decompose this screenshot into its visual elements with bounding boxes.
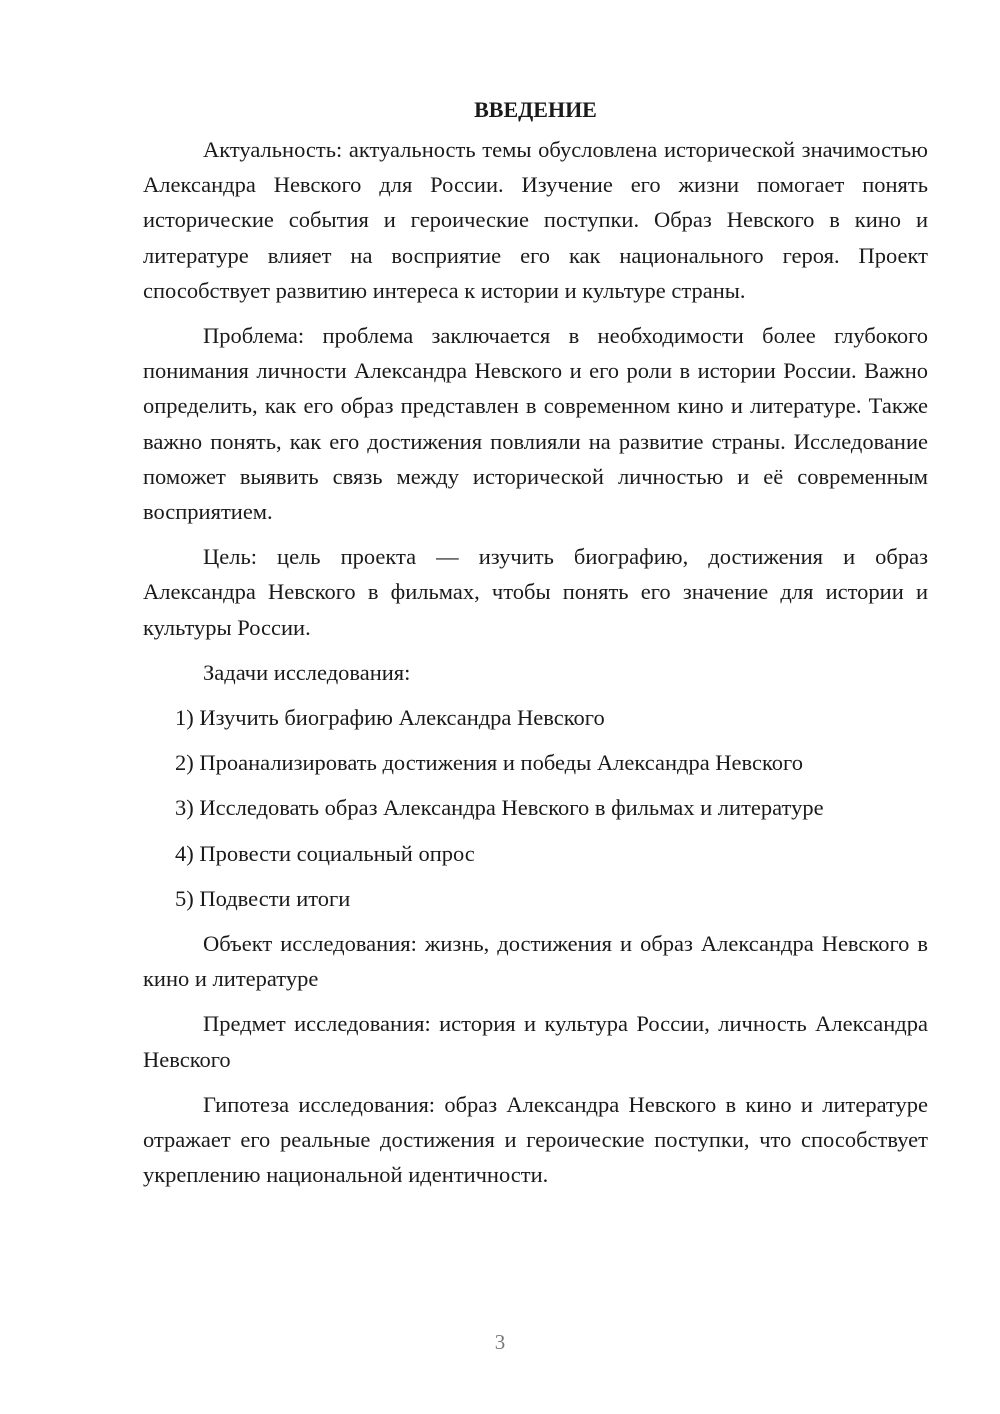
relevance-paragraph: Актуальность: актуальность темы обусловлена исторической значимостью Александра Невского для России. Изучение его жизни помогает понять исторические события и героические поступки. Образ Невского в кино и литературе влияет на восприятие его как национального героя. Проект способствует развитию интереса к истории и культуре страны. [143,137,928,303]
subject-paragraph: Предмет исследования: история и культура России, личность Александра Невского [143,1011,928,1072]
goal-paragraph: Цель: цель проекта — изучить биографию, достижения и образ Александра Невского в фильмах, чтобы понять его значение для истории и культуры России. [143,544,928,640]
document-page [143,92,928,1202]
tasks-label: Задачи исследования: [203,659,411,685]
task-item: 4) Провести социальный опрос [175,840,475,866]
object-paragraph: Объект исследования: жизнь, достижения и образ Александра Невского в кино и литературе [143,931,928,992]
page-number: 3 [494,1330,506,1354]
task-item: 1) Изучить биографию Александра Невского [175,705,605,731]
task-item: 5) Подвести итоги [175,885,351,911]
problem-paragraph: Проблема: проблема заключается в необходимости более глубокого понимания личности Александра Невского и его роли в истории России. Важно определить, как его образ представлен в современном кино и литературе. Также важно понять, как его достижения повлияли на развитие страны. Исследование поможет выявить связь между исторической личностью и её современным восприятием. [143,323,928,525]
section-heading: ВВЕДЕНИЕ [474,97,597,122]
task-item: 3) Исследовать образ Александра Невского в фильмах и литературе [175,795,824,821]
task-item: 2) Проанализировать достижения и победы Александра Невского [175,750,803,776]
hypothesis-paragraph: Гипотеза исследования: образ Александра Невского в кино и литературе отражает его реальные достижения и героические поступки, что способствует укреплению национальной идентичности. [143,1091,928,1188]
tasks-list [143,700,928,916]
